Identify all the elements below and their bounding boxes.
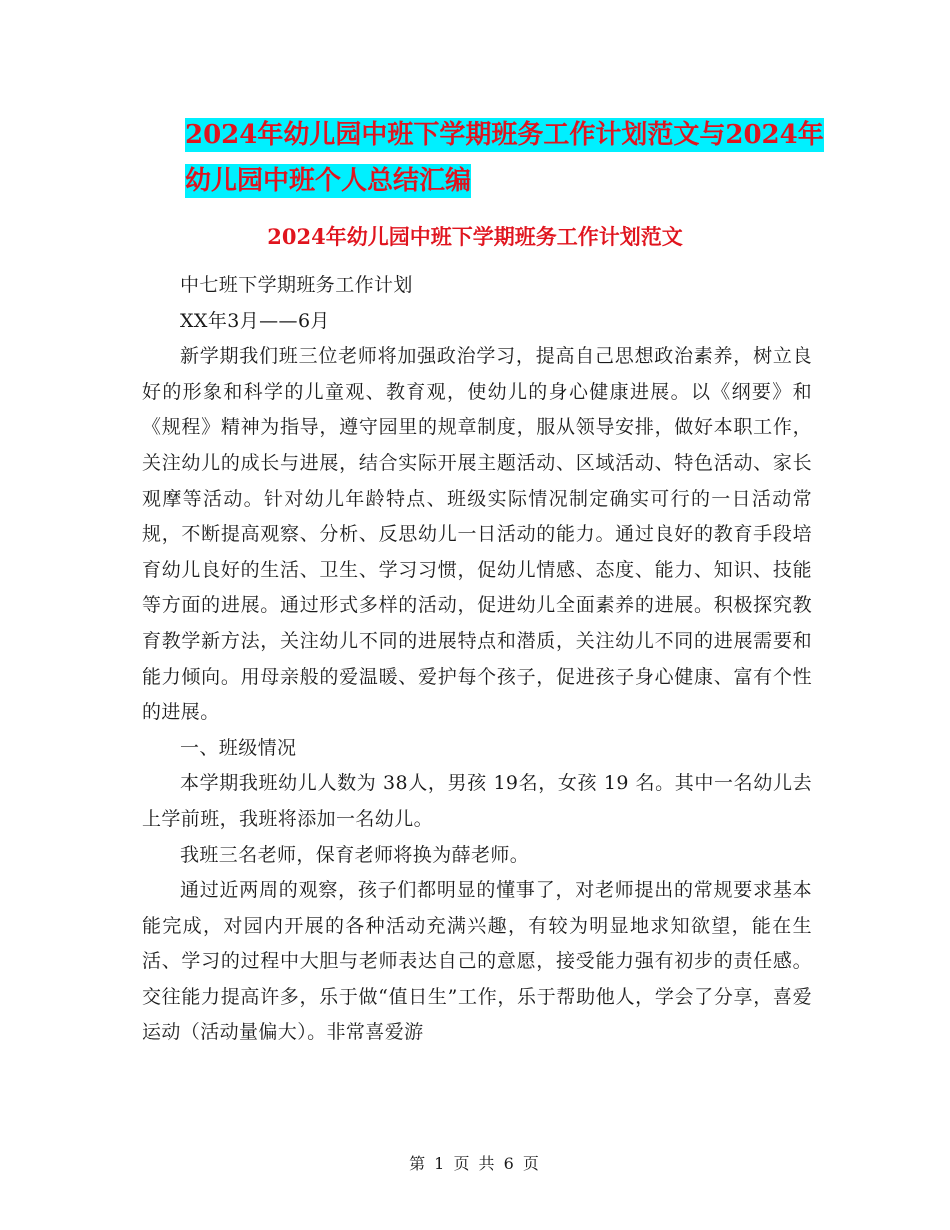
intro-paragraph: 新学期我们班三位老师将加强政治学习，提高自己思想政治素养，树立良好的形象和科学的儿童观、教育观，使幼儿的身心健康进展。以《纲要》和《规程》精神为指导，遵守园里的规章制度，服从领导安排，做好本职工作，关注幼儿的成长与进展，结合实际开展主题活动、区域活动、特色活动、家长观摩等活动。针对幼儿年龄特点、班级实际情况制定确实可行的一日活动常规，不断提高观察、分析、反思幼儿一日活动的能力。通过良好的教育手段培育幼儿良好的生活、卫生、学习习惯，促幼儿情感、态度、能力、知识、技能等方面的进展。通过形式多样的活动，促进幼儿全面素养的进展。积极探究教育教学新方法，关注幼儿不同的进展特点和潜质，关注幼儿不同的进展需要和能力倾向。用母亲般的爱温暖、爱护每个孩子，促进孩子身心健康、富有个性的进展。 [142,345,812,724]
observation-paragraph: 通过近两周的观察，孩子们都明显的懂事了，对老师提出的常规要求基本能完成，对园内开展的各种活动充满兴趣，有较为明显地求知欲望，能在生活、学习的过程中大胆与老师表达自己的意愿，接受能力强有初步的责任感。交往能力提高许多，乐于做“值日生”工作，乐于帮助他人，学会了分享，喜爱运动（活动量偏大）。非常喜爱游 [142,879,812,1044]
title-line-2: 幼儿园中班个人总结汇编 [185,166,472,196]
page-footer: 第 1 页 共 6 页 [409,1154,541,1173]
section-heading-class-situation: 一、班级情况 [180,736,297,759]
plan-period: XX年3月——6月 [180,309,330,332]
document-title [185,112,825,204]
section-title: 2024年幼儿园中班下学期班务工作计划范文 [267,224,683,249]
document-body [142,268,812,1051]
teacher-paragraph: 我班三名老师，保育老师将换为薛老师。 [180,843,530,866]
title-line-1: 2024年幼儿园中班下学期班务工作计划范文与2024年 [185,120,824,150]
plan-name: 中七班下学期班务工作计划 [180,274,413,296]
class-size-paragraph: 本学期我班幼儿人数为 38人，男孩 19名，女孩 19 名。其中一名幼儿去上学前班，我班将添加一名幼儿。 [142,772,812,830]
